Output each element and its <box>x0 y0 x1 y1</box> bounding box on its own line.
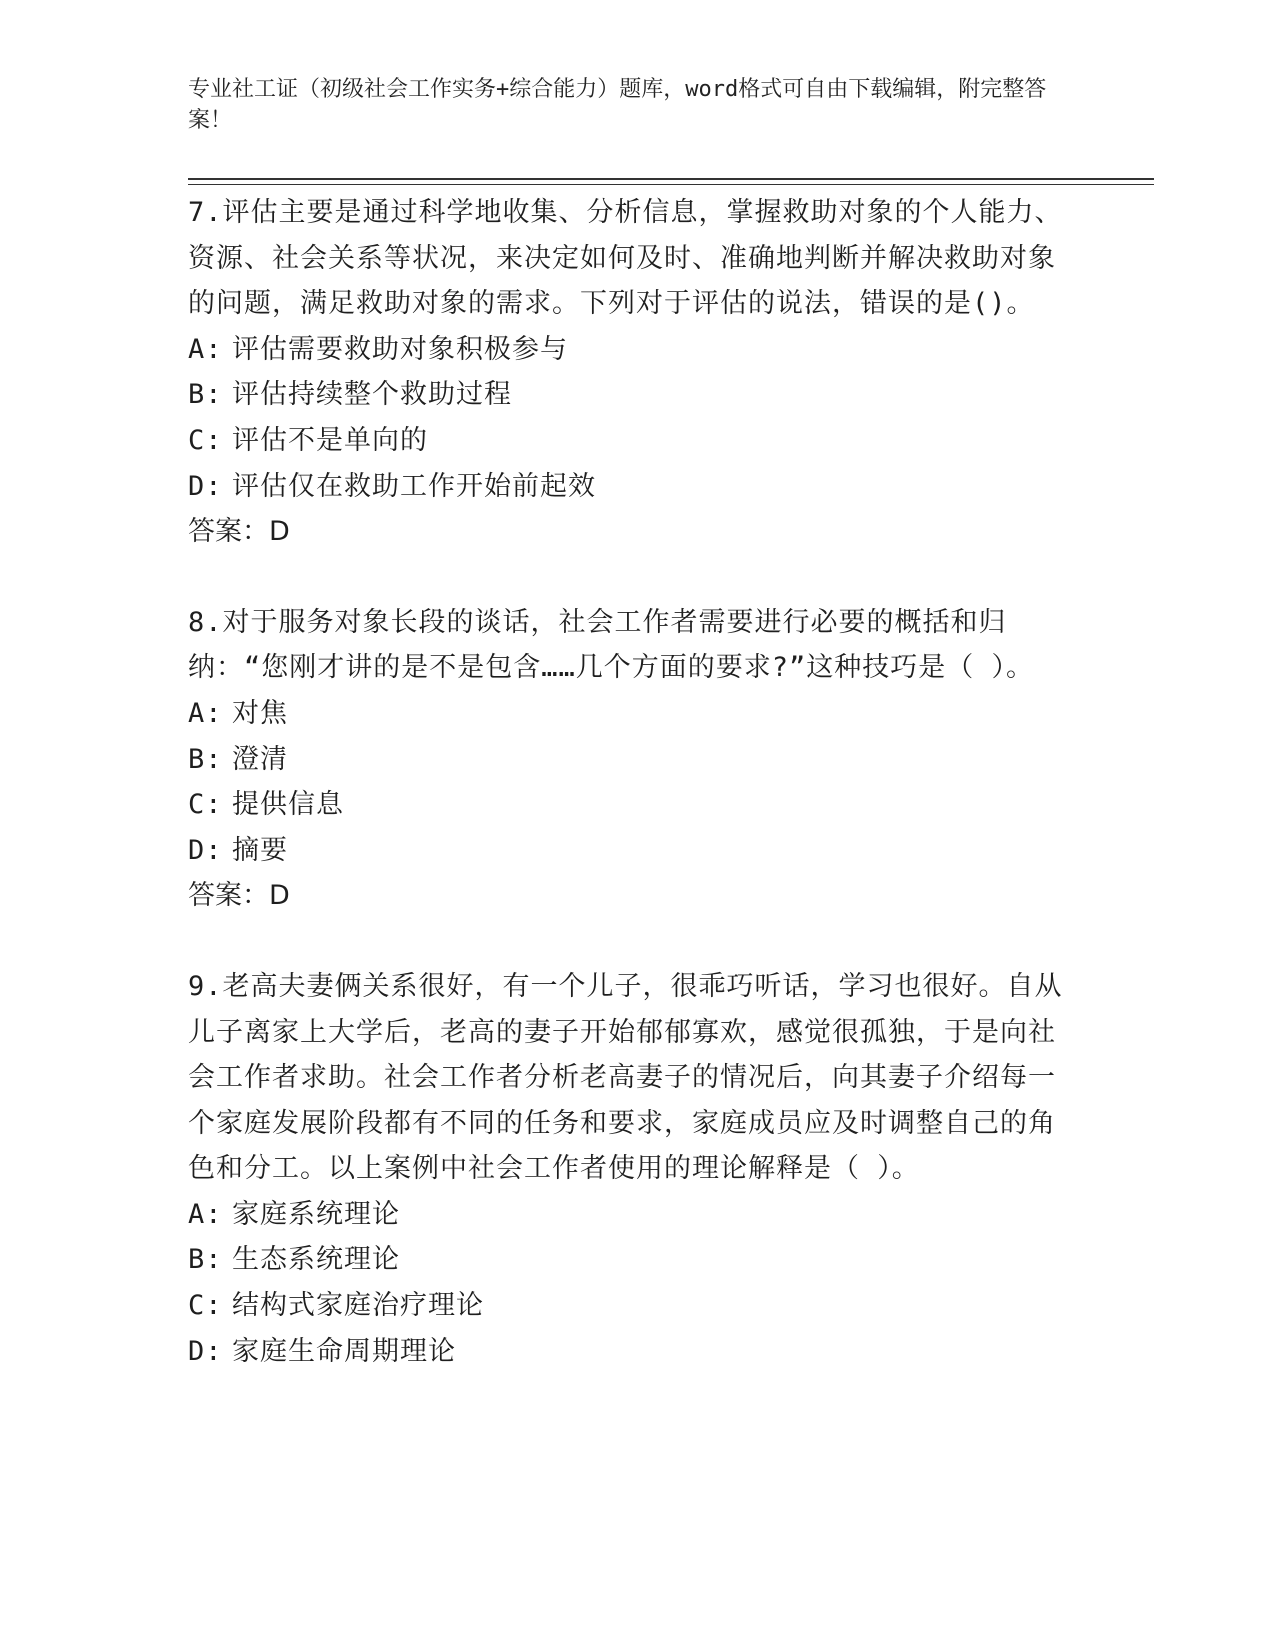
question-text: 9.老高夫妻俩关系很好，有一个儿子，很乖巧听话，学习也很好。自从儿子离家上大学后，老高的妻子开始郁郁寡欢，感觉很孤独，于是向社会工作者求助。社会工作者分析老高妻子的情况后，向其妻子介绍每一个家庭发展阶段都有不同的任务和要求，家庭成员应及时调整自己的角色和分工。以上案例中社会工作者使用的理论解释是（ ）。 <box>188 970 1063 1185</box>
option-c <box>188 418 1068 464</box>
option-text: 提供信息 <box>232 789 344 821</box>
option-d <box>188 464 1068 510</box>
option-text: 摘要 <box>232 834 288 866</box>
header-divider-thin <box>188 184 1154 185</box>
spacer <box>188 919 1068 964</box>
option-letter: D: <box>188 470 223 502</box>
option-text: 家庭系统理论 <box>232 1198 400 1230</box>
option-c <box>188 1283 1068 1329</box>
option-text: 评估持续整个救助过程 <box>232 379 512 411</box>
option-letter: D: <box>188 834 223 866</box>
option-letter: D: <box>188 1335 223 1367</box>
option-letter: A: <box>188 333 223 365</box>
option-text: 生态系统理论 <box>232 1244 400 1276</box>
option-text: 对焦 <box>232 697 288 729</box>
option-letter: C: <box>188 789 223 821</box>
option-d <box>188 1329 1068 1375</box>
option-text: 家庭生命周期理论 <box>232 1335 456 1367</box>
option-letter: C: <box>188 424 223 456</box>
option-b <box>188 737 1068 783</box>
answer-line: 答案：D <box>188 880 290 912</box>
option-a <box>188 1192 1068 1238</box>
option-a <box>188 327 1068 373</box>
answer-line: 答案：D <box>188 516 290 548</box>
question-text: 8.对于服务对象长段的谈话，社会工作者需要进行必要的概括和归纳：“您刚才讲的是不是包含……几个方面的要求?”这种技巧是（ ）。 <box>188 606 1035 684</box>
option-letter: B: <box>188 743 223 775</box>
option-a <box>188 691 1068 737</box>
option-text: 评估需要救助对象积极参与 <box>232 333 568 365</box>
spacer <box>188 555 1068 600</box>
option-letter: A: <box>188 697 223 729</box>
option-d <box>188 828 1068 874</box>
option-letter: B: <box>188 379 223 411</box>
question-list <box>188 190 1068 1374</box>
option-text: 评估仅在救助工作开始前起效 <box>232 470 596 502</box>
option-text: 评估不是单向的 <box>232 424 428 456</box>
option-text: 澄清 <box>232 743 288 775</box>
question-9 <box>188 964 1068 1374</box>
document-header: 专业社工证（初级社会工作实务+综合能力）题库，word格式可自由下载编辑，附完整答案！ <box>188 77 1047 133</box>
option-letter: A: <box>188 1198 223 1230</box>
option-letter: B: <box>188 1244 223 1276</box>
option-c <box>188 782 1068 828</box>
option-b <box>188 1237 1068 1283</box>
question-7 <box>188 190 1068 555</box>
header-divider-thick <box>188 178 1154 180</box>
option-b <box>188 372 1068 418</box>
option-letter: C: <box>188 1290 223 1322</box>
question-text: 7.评估主要是通过科学地收集、分析信息，掌握救助对象的个人能力、资源、社会关系等状况，来决定如何及时、准确地判断并解决救助对象的问题，满足救助对象的需求。下列对于评估的说法，错误的是()。 <box>188 197 1063 320</box>
option-text: 结构式家庭治疗理论 <box>232 1290 484 1322</box>
question-8 <box>188 600 1068 919</box>
